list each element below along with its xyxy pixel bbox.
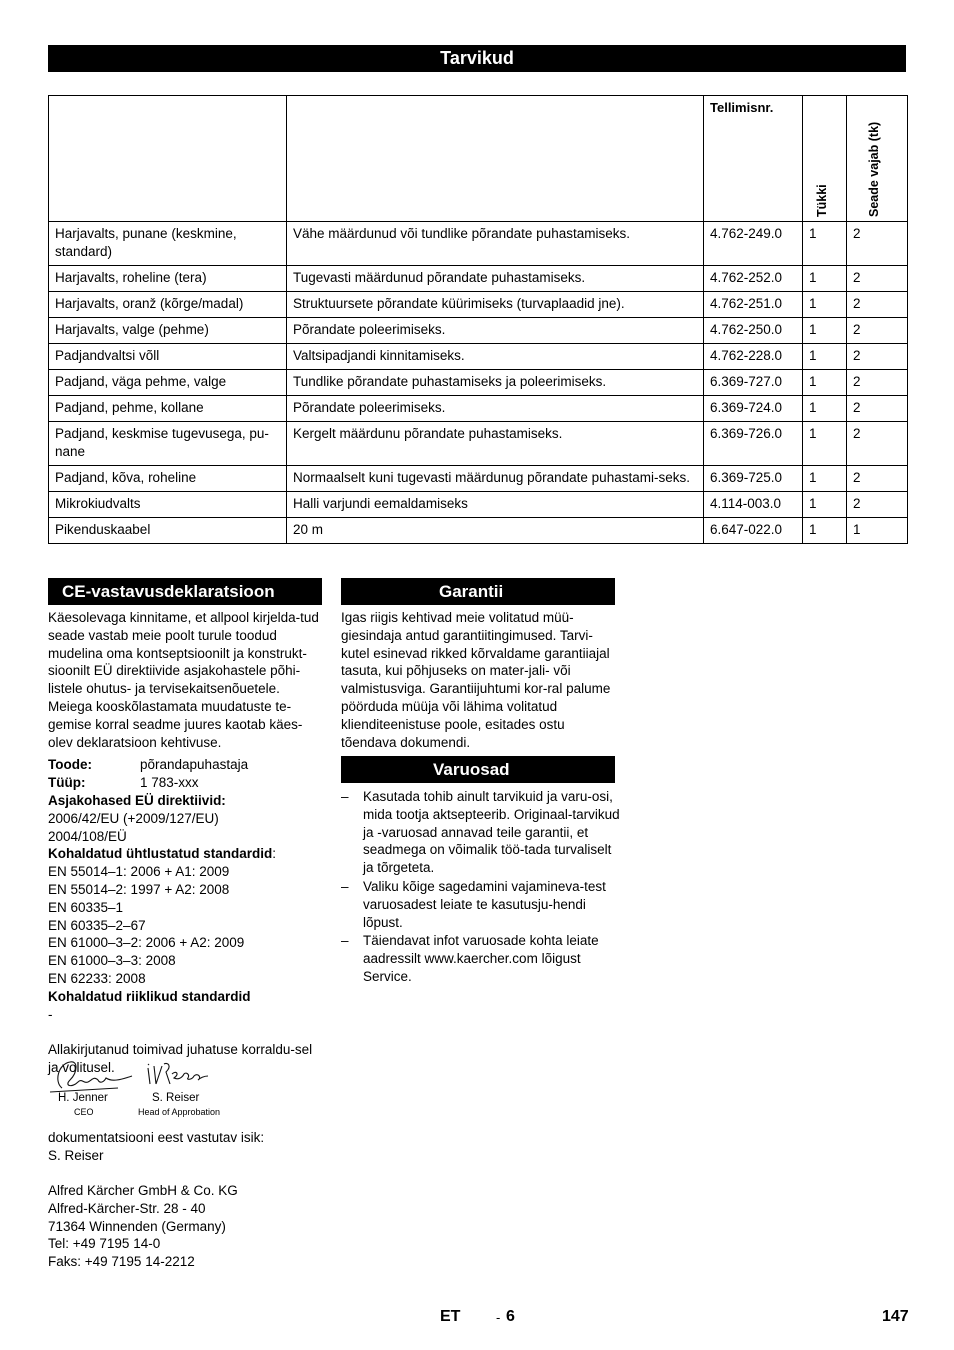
table-row <box>49 318 908 344</box>
cell-required: 2 <box>847 370 908 396</box>
cell-order-no: 4.762-251.0 <box>704 292 803 318</box>
signatures <box>48 1058 248 1122</box>
cell-order-no: 4.762-252.0 <box>704 266 803 292</box>
footer-total-page: 147 <box>882 1308 909 1325</box>
header-pieces <box>803 96 847 222</box>
table-row <box>49 344 908 370</box>
cell-pieces: 1 <box>803 344 847 370</box>
cell-description: Põrandate poleerimiseks. <box>287 318 704 344</box>
ce-national-value: - <box>48 1006 53 1022</box>
varuosad-list <box>341 788 621 987</box>
ce-declaration <box>48 609 328 1077</box>
cell-pieces: 1 <box>803 222 847 266</box>
table-row <box>49 422 908 466</box>
cell-required: 2 <box>847 466 908 492</box>
cell-pieces: 1 <box>803 492 847 518</box>
cell-description: Tundlike põrandate puhastamiseks ja poleerimiseks. <box>287 370 704 396</box>
cell-name: Harjavalts, roheline (tera) <box>49 266 287 292</box>
ce-signed-text: Allakirjutanud toimivad juhatuse korraldu-sel ja volitusel. <box>48 1042 313 1076</box>
ce-standards-heading <box>48 845 328 863</box>
table-row <box>49 466 908 492</box>
cell-required: 2 <box>847 492 908 518</box>
cell-pieces: 1 <box>803 396 847 422</box>
table-row <box>49 292 908 318</box>
cell-order-no: 6.369-725.0 <box>704 466 803 492</box>
ce-fax: Faks: +49 7195 14-2212 <box>48 1254 195 1270</box>
garantii-paragraph: Igas riigis kehtivad meie volitatud müü-giesindaja antud garantiitingimused. Tarvi-kutel esinevad rikked kõrvaldame garantiiajal tasuta, kui põhjuseks on mater-jali- või valmistusviga. Garantiijuhtumi kor-ral palume pöörduda müüja või lähima volitatud klienditeenistuse poole, esitades ostu tõendava dokumendi. <box>341 610 611 750</box>
cell-required: 2 <box>847 222 908 266</box>
cell-description: Vähe määrdunud või tundlike põrandate puhastamiseks. <box>287 222 704 266</box>
cell-required: 2 <box>847 292 908 318</box>
ce-intro: Käesolevaga kinnitame, et allpool kirjelda-tud seade vastab meie poolt turule toodud mudelina oma kontseptsioonilt ja konstrukt-sioonilt EÜ direktiivide asjakohastele põhi-listele ohutus- ja tervisekaitsenõuetele. Meiega kooskõlastamata muudatuste te-gemise korral seadme juures kaotab käes-olev deklaratsioon kehtivuse. <box>48 610 319 750</box>
ce-city: 71364 Winnenden (Germany) <box>48 1218 226 1234</box>
ce-directives-label: Asjakohased EÜ direktiivid: <box>48 792 226 808</box>
ce-product-value: põrandapuhastaja <box>140 757 249 773</box>
cell-required: 2 <box>847 422 908 466</box>
cell-pieces: 1 <box>803 518 847 544</box>
cell-name: Padjandvaltsi võll <box>49 344 287 370</box>
cell-order-no: 6.369-727.0 <box>704 370 803 396</box>
cell-order-no: 6.369-726.0 <box>704 422 803 466</box>
ce-standard: EN 60335–1 <box>48 899 124 915</box>
header-pieces-label: Tükki <box>814 184 829 217</box>
ce-standard: EN 61000–3–2: 2006 + A2: 2009 <box>48 935 245 951</box>
cell-pieces: 1 <box>803 292 847 318</box>
cell-required: 2 <box>847 266 908 292</box>
ce-standard: EN 55014–1: 2006 + A1: 2009 <box>48 864 230 880</box>
ce-national-label: Kohaldatud riiklikud standardid <box>48 988 251 1004</box>
signer2-name: S. Reiser <box>152 1092 200 1104</box>
signer1-name: H. Jenner <box>58 1092 108 1104</box>
cell-order-no: 6.369-724.0 <box>704 396 803 422</box>
table-row <box>49 222 908 266</box>
cell-name: Harjavalts, valge (pehme) <box>49 318 287 344</box>
cell-pieces: 1 <box>803 266 847 292</box>
signer1-role: CEO <box>74 1107 94 1117</box>
header-required-label: Seade vajab (tk) <box>867 121 881 217</box>
list-item-text: Valiku kõige sagedamini vajamineva-test varuosadest leiate te kasutusju-hendi lõpust. <box>363 878 606 930</box>
cell-pieces: 1 <box>803 422 847 466</box>
table-row <box>49 266 908 292</box>
list-item-text: Kasutada tohib ainult tarvikuid ja varu-osi, mida tootja aktsepteerib. Originaal-tarvikud ja -varuosad annavad teile garantii, et seadmega on võimalik töö-tada turvaliselt ja tõrgeteta. <box>363 789 620 876</box>
cell-description: Valtsipadjandi kinnitamiseks. <box>287 344 704 370</box>
cell-order-no: 4.762-250.0 <box>704 318 803 344</box>
cell-pieces: 1 <box>803 318 847 344</box>
cell-name: Harjavalts, oranž (kõrge/madal) <box>49 292 287 318</box>
cell-order-no: 4.114-003.0 <box>704 492 803 518</box>
table-row <box>49 518 908 544</box>
cell-required: 2 <box>847 318 908 344</box>
ce-company: Alfred Kärcher GmbH & Co. KG <box>48 1183 238 1198</box>
cell-order-no: 6.647-022.0 <box>704 518 803 544</box>
ce-street: Alfred-Kärcher-Str. 28 - 40 <box>48 1200 206 1216</box>
section-title-tarvikud: Tarvikud <box>48 45 906 72</box>
cell-order-no: 4.762-228.0 <box>704 344 803 370</box>
signer2-role: Head of Approbation <box>138 1107 221 1117</box>
cell-name: Pikenduskaabel <box>49 518 287 544</box>
ce-responsible <box>48 1129 328 1165</box>
section-title-ce: CE-vastavusdeklaratsioon <box>48 578 322 605</box>
ce-directive: 2004/108/EÜ <box>48 828 127 844</box>
ce-responsible-name: S. Reiser <box>48 1147 104 1163</box>
cell-pieces: 1 <box>803 370 847 396</box>
ce-standards-label: Kohaldatud ühtlustatud standardid <box>48 846 273 862</box>
header-order-no: Tellimisnr. <box>704 96 803 222</box>
table-header-row <box>49 96 908 222</box>
cell-name: Padjand, pehme, kollane <box>49 396 287 422</box>
cell-description: Põrandate poleerimiseks. <box>287 396 704 422</box>
cell-description: 20 m <box>287 518 704 544</box>
header-name <box>49 96 287 222</box>
ce-standard: EN 55014–2: 1997 + A2: 2008 <box>48 881 230 897</box>
header-required <box>847 96 908 222</box>
cell-required: 2 <box>847 396 908 422</box>
ce-standard: EN 62233: 2008 <box>48 970 146 986</box>
cell-description: Halli varjundi eemaldamiseks <box>287 492 704 518</box>
ce-type-value: 1 783-xxx <box>140 775 199 791</box>
section-title-varuosad: Varuosad <box>341 756 615 783</box>
garantii-text <box>341 609 621 751</box>
list-item-text: Täiendavat infot varuosade kohta leiate aadressilt www.kaercher.com lõigust Service. <box>363 933 599 984</box>
list-dash: – <box>341 878 349 894</box>
ce-type-label: Tüüp: <box>48 775 86 791</box>
cell-required: 1 <box>847 518 908 544</box>
footer-separator: - <box>496 1310 501 1325</box>
cell-description: Tugevasti määrdunud põrandate puhastamiseks. <box>287 266 704 292</box>
table-row <box>49 370 908 396</box>
accessories-table <box>48 95 908 544</box>
list-item <box>341 932 621 985</box>
cell-description: Normaalselt kuni tugevasti määrdunug põrandate puhastami-seks. <box>287 466 704 492</box>
ce-directive: 2006/42/EU (+2009/127/EU) <box>48 810 219 826</box>
cell-required: 2 <box>847 344 908 370</box>
cell-description: Kergelt määrdunu põrandate puhastamiseks. <box>287 422 704 466</box>
cell-name: Padjand, väga pehme, valge <box>49 370 287 396</box>
section-title-garantii: Garantii <box>341 578 615 605</box>
ce-standards-colon: : <box>272 846 277 862</box>
ce-type-line <box>48 774 328 792</box>
ce-product-line <box>48 756 328 774</box>
list-item <box>341 878 621 931</box>
footer-language: ET <box>440 1308 461 1325</box>
ce-standard: EN 61000–3–3: 2008 <box>48 953 176 969</box>
cell-name: Mikrokiudvalts <box>49 492 287 518</box>
ce-tel: Tel: +49 7195 14-0 <box>48 1236 161 1252</box>
cell-name: Harjavalts, punane (keskmine, standard) <box>49 222 287 266</box>
cell-description: Struktuursete põrandate küürimiseks (turvaplaadid jne). <box>287 292 704 318</box>
cell-pieces: 1 <box>803 466 847 492</box>
table-row <box>49 492 908 518</box>
table-row <box>49 396 908 422</box>
list-item <box>341 788 621 877</box>
list-dash: – <box>341 933 349 949</box>
ce-responsible-label: dokumentatsiooni eest vastutav isik: <box>48 1130 265 1145</box>
header-description <box>287 96 704 222</box>
list-dash: – <box>341 789 349 804</box>
cell-name: Padjand, kõva, roheline <box>49 466 287 492</box>
footer-page-number: 6 <box>506 1308 515 1325</box>
ce-product-label: Toode: <box>48 757 92 773</box>
cell-order-no: 4.762-249.0 <box>704 222 803 266</box>
ce-address <box>48 1182 328 1271</box>
cell-name: Padjand, keskmise tugevusega, pu-nane <box>49 422 287 466</box>
ce-standard: EN 60335–2–67 <box>48 917 146 933</box>
